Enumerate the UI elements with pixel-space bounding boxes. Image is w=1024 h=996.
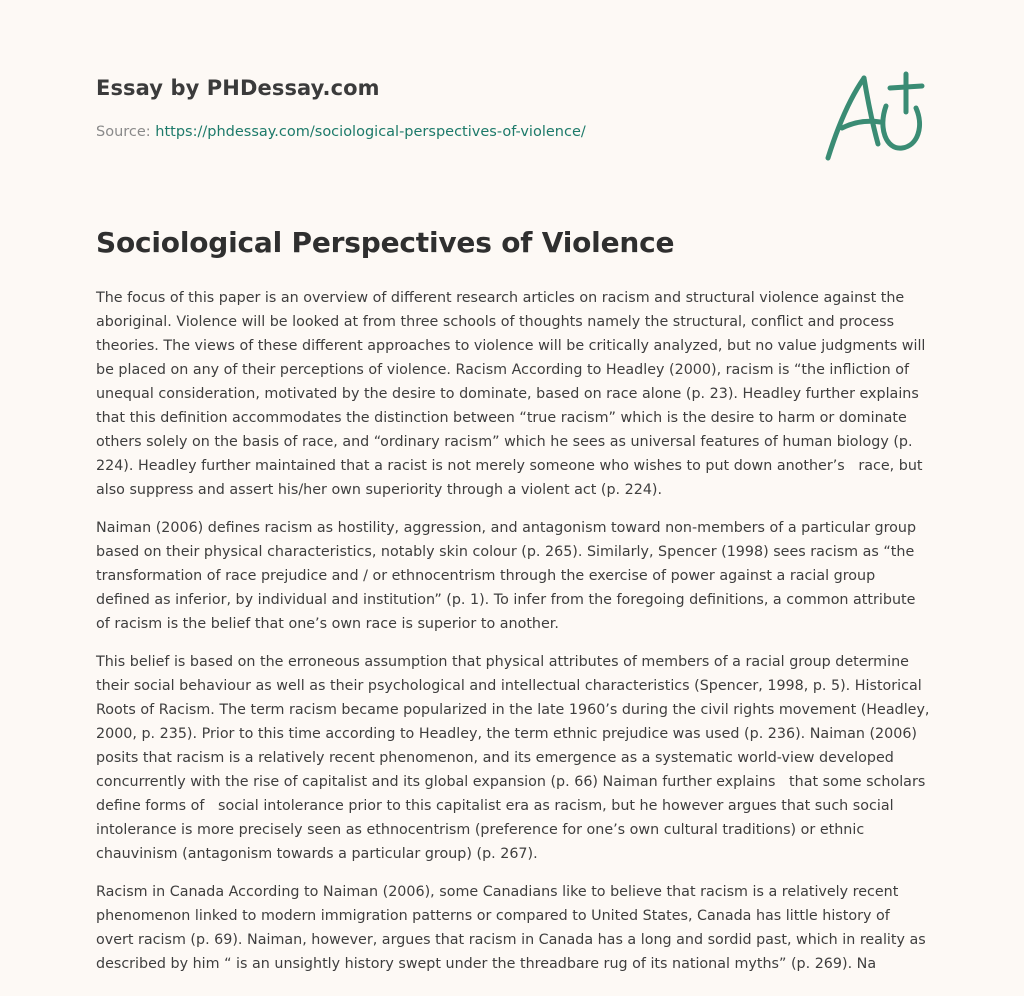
a-plus-logo-icon — [820, 66, 930, 166]
essay-paragraph: Racism in Canada According to Naiman (2006), some Canadians like to believe that racism is a relatively recent phenomenon linked to modern immigration patterns or compared to United States, Canada has little history of overt racism (p. 69). Naiman, however, argues that racism in Canada has a long and sordid past, which in reality as described by him “ is an unsightly history swept under the threadbare rug of its national myths” (p. 269). Na — [96, 884, 931, 972]
source-line — [96, 124, 586, 140]
essay-paragraph: Naiman (2006) defines racism as hostility, aggression, and antagonism toward non-members of a particular group based on their physical characteristics, notably skin colour (p. 265). Similarly, Spencer (1998) sees racism as “the transformation of race prejudice and / or ethnocentrism through the exercise of power against a racial group defined as inferior, by individual and institution” (p. 1). To infer from the foregoing definitions, a common attribute of racism is the belief that one’s own race is superior to another. — [96, 520, 921, 632]
essay-paragraph: This belief is based on the erroneous assumption that physical attributes of members of a racial group determine their social behaviour as well as their psychological and intellectual characteristics (Spencer, 1998, p. 5). Historical Roots of Racism. The term racism became popularized in the late 1960’s during the civil rights movement (Headley, 2000, p. 235). Prior to this time according to Headley, the term ethnic prejudice was used (p. 236). Naiman (2006) posits that racism is a relatively recent phenomenon, and its emergence as a systematic world-view developed concurrently with the rise of capitalist and its global expansion (p. 66) Naiman further explains that some scholars define forms of social intolerance prior to this capitalist era as racism, but he however argues that such social intolerance is more precisely seen as ethnocentrism (preference for one’s own cultural traditions) or ethnic chauvinism (antagonism towards a particular group) (p. 267). — [96, 654, 935, 862]
source-label: Source: — [96, 124, 156, 140]
essay-paragraph: The focus of this paper is an overview of different research articles on racism and structural violence against the aboriginal. Violence will be looked at from three schools of thoughts namely the structural, conflict and process theories. The views of these different approaches to violence will be critically analyzed, but no value judgments will be placed on any of their perceptions of violence. Racism According to Headley (2000), racism is “the infliction of unequal consideration, motivated by the desire to dominate, based on race alone (p. 23). Headley further explains that this definition accommodates the distinction between “true racism” which is the desire to harm or dominate others solely on the basis of race, and “ordinary racism” which he sees as universal features of human biology (p. 224). Headley further maintained that a racist is not merely someone who wishes to put down another’s race, but also suppress and assert his/her own superiority through a violent act (p. 224). — [96, 290, 930, 498]
source-link[interactable]: https://phdessay.com/sociological-perspectives-of-violence/ — [155, 124, 586, 140]
essay-title: Sociological Perspectives of Violence — [96, 226, 675, 259]
site-title: Essay by PHDessay.com — [96, 76, 380, 100]
essay-body — [96, 286, 935, 996]
